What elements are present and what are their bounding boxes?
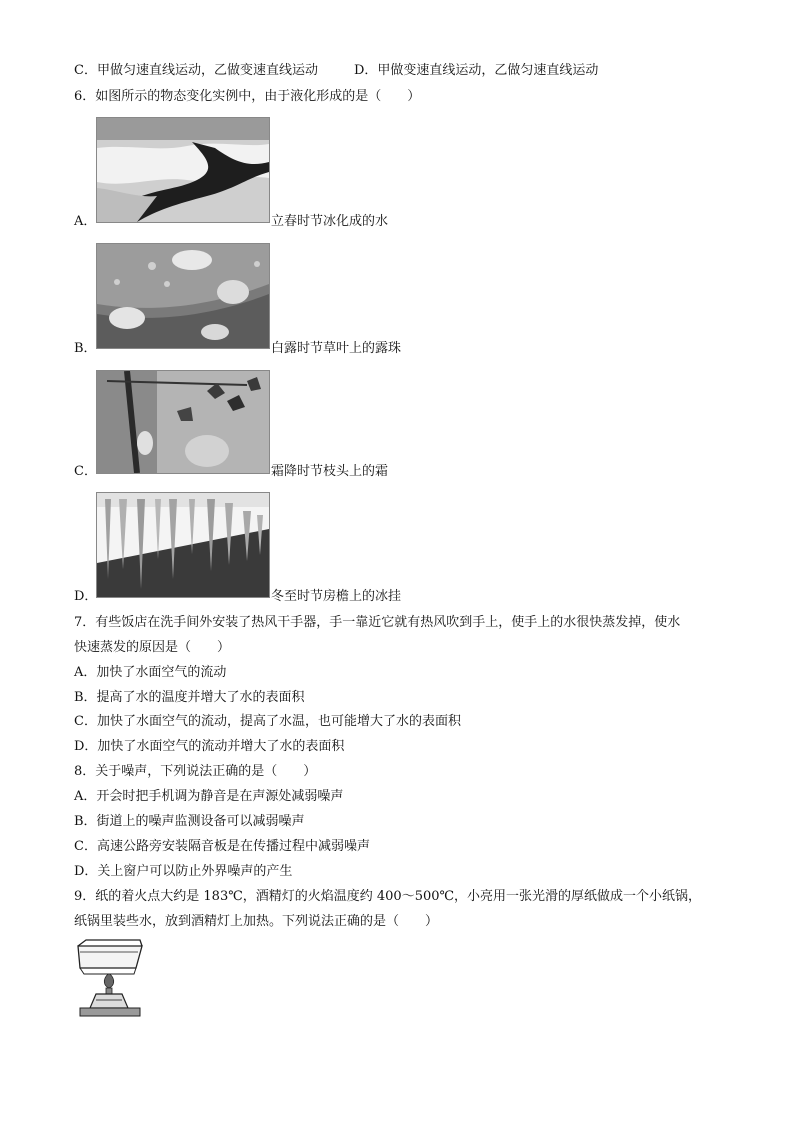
option-letter: C． bbox=[74, 464, 97, 479]
option-c-prev: C．甲做匀速直线运动，乙做变速直线运动 bbox=[74, 63, 318, 78]
q8-option-d[interactable]: D．关上窗户可以防止外界噪声的产生 bbox=[74, 864, 293, 879]
option-letter: A． bbox=[74, 214, 97, 229]
q8-option-c[interactable]: C．高速公路旁安装隔音板是在传播过程中减弱噪声 bbox=[74, 839, 370, 854]
question-6-stem: 6．如图所示的物态变化实例中，由于液化形成的是（ ） bbox=[74, 89, 421, 104]
paper-pot-over-alcohol-lamp-icon bbox=[76, 938, 146, 1018]
option-d-prev: D．甲做变速直线运动，乙做匀速直线运动 bbox=[354, 63, 599, 78]
option-letter: B． bbox=[74, 341, 97, 356]
question-7-stem-line2: 快速蒸发的原因是（ ） bbox=[74, 640, 231, 655]
q7-option-a[interactable]: A．加快了水面空气的流动 bbox=[74, 665, 227, 680]
dew-drops-on-leaf-icon bbox=[96, 243, 270, 349]
frost-on-branches-icon bbox=[96, 370, 270, 474]
question-8-stem: 8．关于噪声，下列说法正确的是（ ） bbox=[74, 764, 317, 779]
q8-option-a[interactable]: A．开会时把手机调为静音是在声源处减弱噪声 bbox=[74, 789, 344, 804]
option-caption: 立春时节冰化成的水 bbox=[271, 214, 389, 229]
question-7-stem-line1: 7．有些饭店在洗手间外安装了热风干手器，手一靠近它就有热风吹到手上，使手上的水很快蒸发掉，使水 bbox=[74, 615, 681, 630]
question-9-stem-line2: 纸锅里装些水，放到酒精灯上加热。下列说法正确的是（ ） bbox=[74, 914, 439, 929]
option-letter: D． bbox=[74, 589, 98, 604]
melting-ice-stream-icon bbox=[96, 117, 270, 223]
option-caption: 霜降时节枝头上的霜 bbox=[271, 464, 389, 479]
icicles-on-eaves-icon bbox=[96, 492, 270, 598]
option-caption: 冬至时节房檐上的冰挂 bbox=[271, 589, 402, 604]
q7-option-d[interactable]: D．加快了水面空气的流动并增大了水的表面积 bbox=[74, 739, 345, 754]
q8-option-b[interactable]: B．街道上的噪声监测设备可以减弱噪声 bbox=[74, 814, 305, 829]
q7-option-c[interactable]: C．加快了水面空气的流动，提高了水温，也可能增大了水的表面积 bbox=[74, 714, 461, 729]
question-9-stem-line1: 9．纸的着火点大约是 183℃，酒精灯的火焰温度约 400～500℃，小亮用一张光滑的厚纸做成一个小纸锅， bbox=[74, 889, 702, 904]
q7-option-b[interactable]: B．提高了水的温度并增大了水的表面积 bbox=[74, 690, 305, 705]
option-caption: 白露时节草叶上的露珠 bbox=[271, 341, 402, 356]
